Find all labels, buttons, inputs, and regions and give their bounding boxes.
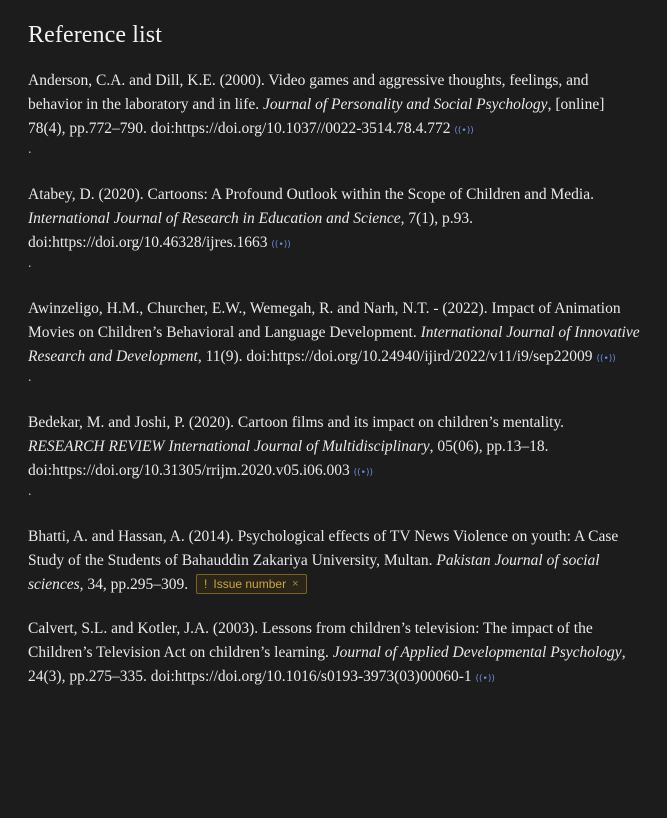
reference-authors: Anderson, C.A. and Dill, K.E. (2000). Video games and aggressive thoughts, feelings, and behavior in the laboratory and in life. [28, 72, 589, 113]
reference-item [28, 297, 643, 391]
audio-broadcast-icon[interactable]: ((•)) [353, 468, 374, 478]
reference-item [28, 69, 643, 163]
reference-authors: Calvert, S.L. and Kotler, J.A. (2003). Lessons from children’s television: The impact of the Children’s Television Act on children’s learning. [28, 620, 593, 661]
reference-item [28, 411, 643, 505]
reference-authors: Atabey, D. (2020). Cartoons: A Profound Outlook within the Scope of Children and Media. [28, 186, 594, 203]
reference-item [28, 617, 643, 689]
reference-journal: Journal of Applied Developmental Psychology [332, 644, 622, 661]
reference-journal: RESEARCH REVIEW International Journal of Multidisciplinary [28, 438, 430, 455]
issue-badge-label: Issue number [213, 577, 287, 591]
reference-authors: Awinzeligo, H.M., Churcher, E.W., Wemegah, R. and Narh, N.T. - (2022). Impact of Animation Movies on Children’s Behavioral and Language Development. [28, 300, 621, 341]
reference-journal: Pakistan Journal of social sciences [28, 552, 600, 593]
reference-authors: Bedekar, M. and Joshi, P. (2020). Cartoon films and its impact on children’s mentality. [28, 414, 565, 431]
reference-journal: Journal of Personality and Social Psychology [263, 96, 548, 113]
reference-details: , 11(9). doi:https://doi.org/10.24940/ijird/2022/v11/i9/sep22009 [197, 348, 593, 365]
reference-separator-dot: . [28, 142, 32, 157]
reference-details: , 34, pp.295–309. [79, 576, 189, 593]
reference-item [28, 525, 643, 597]
reference-journal: International Journal of Research in Education and Science [28, 210, 401, 227]
page-title: Reference list [28, 22, 162, 48]
reference-details: , 7(1), p.93. doi:https://doi.org/10.46328/ijres.1663 [28, 210, 473, 251]
audio-broadcast-icon[interactable]: ((•)) [271, 240, 291, 250]
reference-separator-dot: . [28, 484, 32, 499]
close-icon[interactable]: × [292, 578, 299, 590]
audio-broadcast-icon[interactable]: ((•)) [596, 354, 616, 364]
warning-icon: ! [204, 577, 208, 591]
reference-details: , 24(3), pp.275–335. doi:https://doi.org/10.1016/s0193-3973(03)00060-1 [28, 644, 626, 685]
reference-separator-dot: . [28, 256, 32, 271]
reference-item [28, 183, 643, 277]
audio-broadcast-icon[interactable]: ((•)) [454, 126, 474, 136]
audio-broadcast-icon[interactable]: ((•)) [475, 674, 495, 684]
reference-authors: Bhatti, A. and Hassan, A. (2014). Psychological effects of TV News Violence on youth: A Case Study of the Students of Bahauddin Zakariya University, Multan. [28, 528, 619, 569]
reference-separator-dot: . [28, 370, 32, 385]
reference-journal: International Journal of Innovative Research and Development [28, 324, 640, 365]
reference-details: , 05(06), pp.13–18. doi:https://doi.org/10.31305/rrijm.2020.v05.i06.003 [28, 438, 549, 479]
issue-number-warning-badge[interactable] [196, 574, 306, 594]
reference-details: , [online] 78(4), pp.772–790. doi:https://doi.org/10.1037//0022-3514.78.4.772 [28, 96, 605, 137]
